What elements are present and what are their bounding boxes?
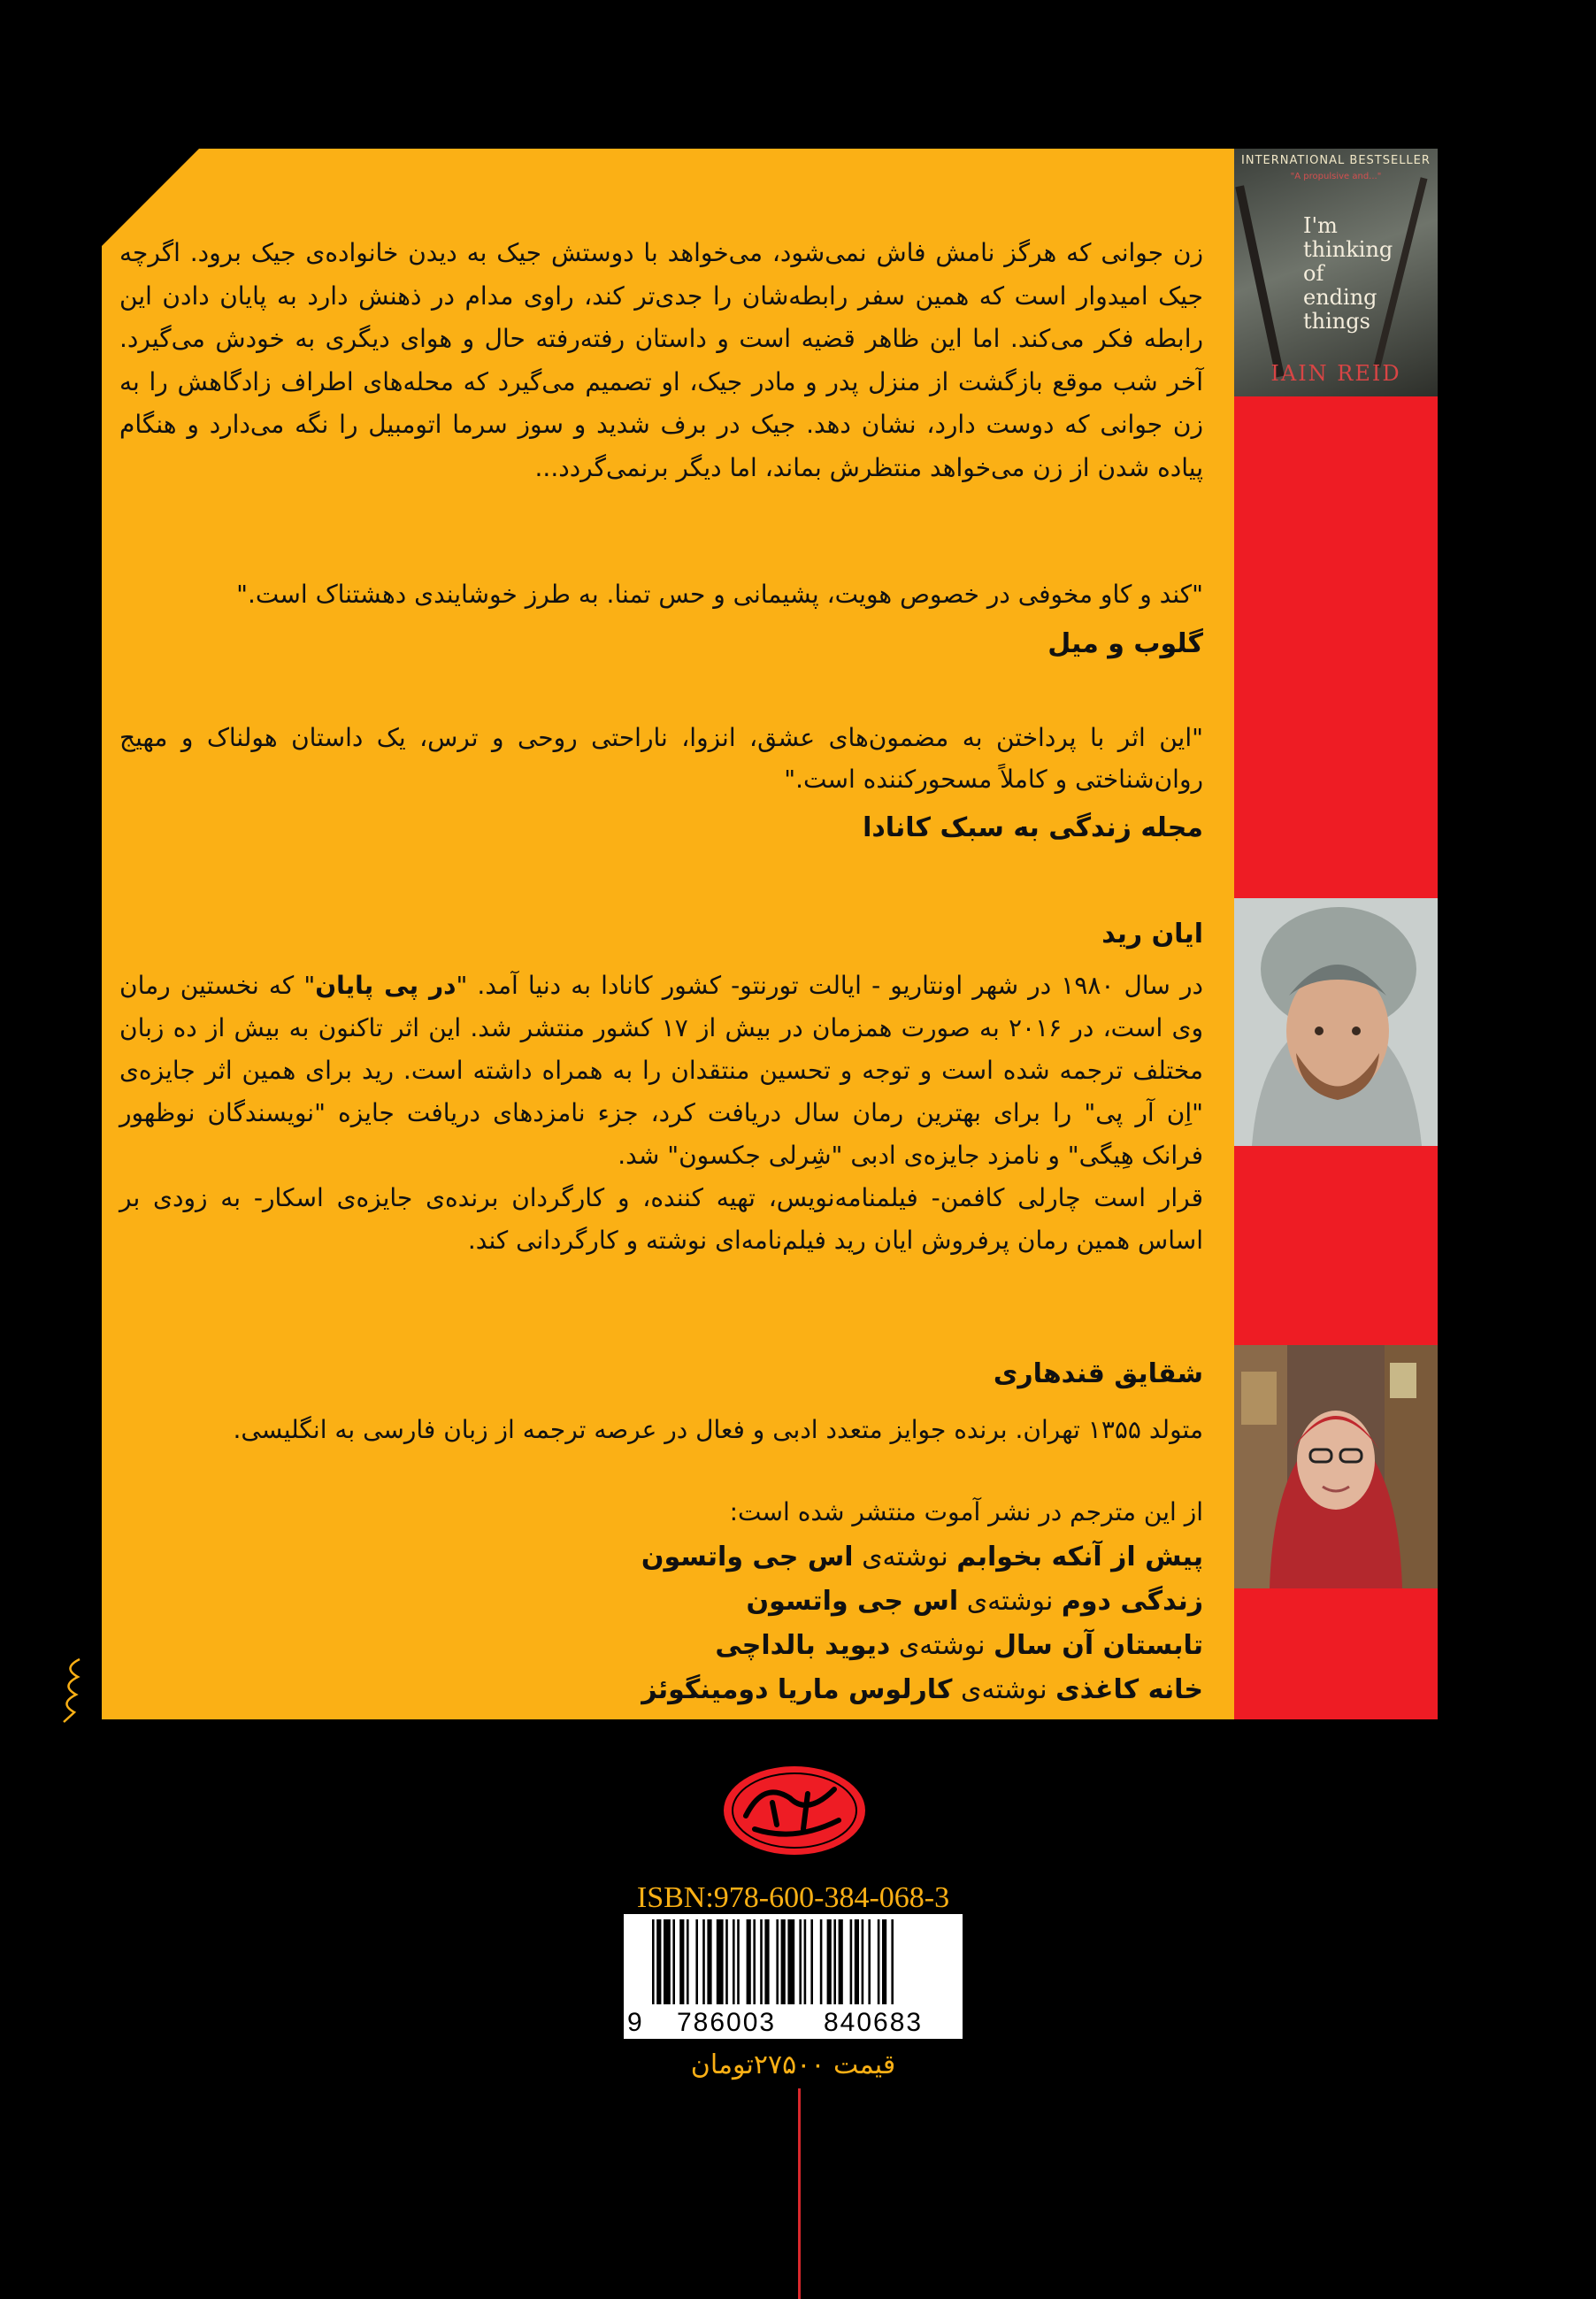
designer-signature	[53, 1655, 88, 1726]
review-source: مجله زندگی به سبک کانادا	[863, 812, 1203, 843]
barcode-bar	[810, 1919, 813, 2004]
translated-book-title: تابستان آن سال	[993, 1630, 1203, 1661]
barcode-bar	[717, 1919, 724, 2004]
barcode-bar	[687, 1919, 689, 2004]
translated-book-author: دیوید بالداچی	[715, 1630, 891, 1661]
author-bio-text: " که نخستین رمان وی است، در ۲۰۱۶ به صورت همزمان در بیش از ۱۷ کشور منتشر شد. این اثر تاکنون به بیش از ده زبان مختلف ترجمه شده است و توجه و تحسین منتقدان را به همراه داشته است. رید برای همین اثر جایزه‌ی "اِن آر پی" را برای بهترین رمان سال دریافت کرد، جزء نامزدهای دریافت جایزه "نویسندگان نوظهور فرانک هِیگی" و نامزد جایزه‌ی ادبی "شِرلی جکسون" شد.	[119, 971, 1203, 1170]
barcode-bar	[656, 1919, 661, 2004]
translated-book-title: پیش از آنکه بخوابم	[956, 1542, 1203, 1572]
barcode-bar	[747, 1919, 751, 2004]
barcode-bar	[707, 1919, 711, 2004]
review-quote: "این اثر با پرداختن به مضمون‌های عشق، انزوا، ناراحتی روحی و ترس، یک داستان هولناک و مهیج روان‌شناختی و کاملاً مسحورکننده است."	[119, 723, 1203, 794]
cover-title-line: things	[1303, 309, 1370, 334]
cover-blurb: "A propulsive and..."	[1290, 172, 1382, 181]
barcode-bar	[702, 1919, 705, 2004]
barcode-bar	[695, 1919, 698, 2004]
barcode-bar	[878, 1919, 880, 2004]
cover-title	[1303, 214, 1393, 334]
translated-book-by: نوشته‌ی	[862, 1542, 948, 1572]
barcode-digit-group: 840683	[824, 2008, 924, 2037]
publisher-logo	[719, 1763, 870, 1858]
barcode-bar	[760, 1919, 763, 2004]
translated-book-by: نوشته‌ی	[898, 1630, 986, 1661]
translated-book-by: نوشته‌ی	[966, 1586, 1054, 1617]
translated-book-title: خانه کاغذی	[1055, 1674, 1203, 1705]
cover-bestseller-label: INTERNATIONAL BESTSELLER	[1241, 154, 1431, 167]
cover-title-line: of	[1303, 261, 1324, 286]
barcode-bar	[781, 1919, 786, 2004]
author-bio-film: قرار است چارلی کافمن- فیلمنامه‌نویس، تهیه کننده، و کارگردان برنده‌ی جایزه‌ی اسکار- به زودی بر اساس همین رمان پرفروش ایان رید فیلم‌نامه‌ای نوشته و کارگردانی کند.	[119, 1183, 1203, 1255]
isbn-number: ISBN:978-600-384-068-3	[636, 1881, 950, 1914]
review-source: گلوب و میل	[1047, 628, 1203, 659]
book-synopsis: زن جوانی که هرگز نامش فاش نمی‌شود، می‌خواهد با دوستش جیک به دیدن خانواده‌ی جیک برود. اگرچه جیک امیدوار است که همین سفر رابطه‌شان را جدی‌تر کند، راوی مدام در ذهنش دارد به پایان دادن این رابطه فکر می‌کند. اما این ظاهر قضیه است و داستان رفته‌رفته حال و هوای دیگری به خودش می‌گیرد. آخر شب موقع بازگشت از منزل پدر و مادر جیک، او تصمیم می‌گیرد که محله‌های اطراف زادگاهش را به زن جوانی که دوست دارد، نشان دهد. جیک در برف شدید و سوز سرما اتومبیل را نگه می‌دارد و هنگام پیاده شدن از زن می‌خواهد منتظرش بماند، اما دیگر برنمی‌گردد...	[119, 238, 1203, 482]
translated-book	[119, 1674, 1203, 1705]
review-quote: "کند و کاو مخوفی در خصوص هویت، پشیمانی و حس تمنا. به طرز خوشایندی دهشتناک است."	[236, 580, 1203, 609]
barcode-bar	[804, 1919, 807, 2004]
translated-book	[119, 1542, 1203, 1572]
barcode-bar	[868, 1919, 871, 2004]
book-title-persian: در پی پایان	[315, 971, 457, 1000]
translated-book-author: کارلوس ماریا دومینگوئز	[641, 1674, 953, 1705]
cover-title-line: ending	[1303, 285, 1377, 310]
translator-name: شقایق قندهاری	[993, 1358, 1203, 1389]
author-bio	[119, 965, 1203, 1262]
translated-book-title: زندگی دوم	[1061, 1586, 1203, 1617]
barcode-bar	[850, 1919, 853, 2004]
barcode-bar	[764, 1919, 769, 2004]
barcode-digits	[624, 2005, 963, 2039]
barcode-bar	[672, 1919, 675, 2004]
barcode-bar	[776, 1919, 779, 2004]
barcode-bar	[891, 1919, 894, 2004]
barcode-bar	[820, 1919, 823, 2004]
barcode-bar	[833, 1919, 836, 2004]
barcode-bar	[652, 1919, 655, 2004]
cover-beam-decoration	[1235, 185, 1285, 377]
barcode-bar	[827, 1919, 832, 2004]
translator-books-intro: از این مترجم در نشر آموت منتشر شده است:	[729, 1497, 1203, 1526]
barcode-bar	[737, 1919, 740, 2004]
translated-book-author: اس جی واتسون	[746, 1586, 959, 1617]
author-bio-text: در سال ۱۹۸۰ در شهر اونتاریو - ایالت تورنتو- کشور کانادا به دنیا آمد. "	[456, 971, 1203, 1000]
barcode-bar	[664, 1919, 671, 2004]
cover-author: IAIN REID	[1270, 361, 1401, 386]
author-name: ایان رید	[1101, 919, 1203, 950]
red-fold-mark	[798, 2088, 801, 2299]
author-photo	[1234, 898, 1438, 1146]
price-label: قیمت ۲۷۵۰۰تومان	[690, 2049, 896, 2080]
barcode-bar	[839, 1919, 843, 2004]
barcode-bar	[725, 1919, 728, 2004]
translated-book	[119, 1586, 1203, 1617]
barcode-bar	[733, 1919, 735, 2004]
translator-photo	[1234, 1345, 1438, 1588]
cover-title-line: thinking	[1303, 237, 1393, 262]
barcode-digit-group: 786003	[677, 2008, 777, 2037]
barcode-bar	[753, 1919, 756, 2004]
barcode-bar	[855, 1919, 859, 2004]
barcode-bar	[862, 1919, 864, 2004]
barcode-bar	[882, 1919, 886, 2004]
barcode-bar	[799, 1919, 802, 2004]
translated-book	[119, 1630, 1203, 1661]
barcode-bar	[787, 1919, 794, 2004]
barcode-digit-prefix: 9	[627, 2008, 642, 2037]
cover-title-line: I'm	[1303, 213, 1338, 238]
book-cover-thumbnail	[1234, 149, 1438, 396]
translated-book-by: نوشته‌ی	[961, 1674, 1047, 1705]
translator-bio: متولد ۱۳۵۵ تهران. برنده جوایز متعدد ادبی و فعال در عرصه ترجمه از زبان فارسی به انگلیسی.	[233, 1415, 1203, 1444]
translated-book-author: اس جی واتسون	[641, 1542, 854, 1572]
barcode-bar	[679, 1919, 684, 2004]
